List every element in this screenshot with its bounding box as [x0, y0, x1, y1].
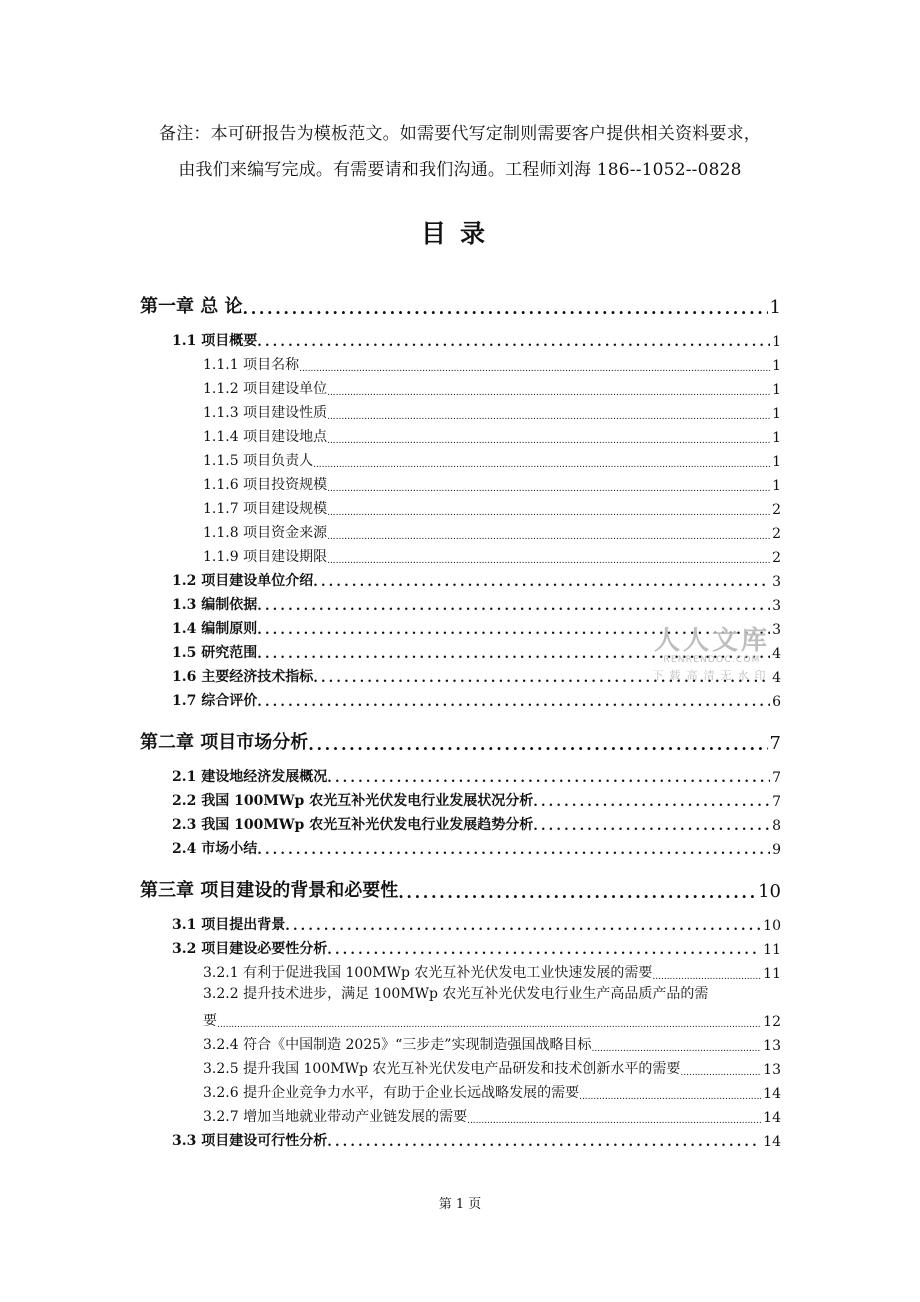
toc-subsection[interactable]: [140, 1102, 781, 1126]
toc-entry-text: 1.1.6 项目投资规模: [203, 477, 328, 493]
toc-subsection[interactable]: [140, 1030, 781, 1054]
toc-subsection[interactable]: [140, 422, 781, 446]
toc-leader-dots: [680, 1068, 761, 1078]
toc-leader-dots: [313, 460, 770, 470]
toc-page-number: 1: [772, 406, 781, 422]
toc-page-number: 10: [763, 918, 781, 934]
toc-page-number: 10: [758, 881, 781, 902]
toc-page-number: 12: [763, 1014, 781, 1030]
toc-entry-text: 1.2 项目建设单位介绍: [172, 573, 314, 589]
toc-section[interactable]: [140, 762, 781, 786]
toc-page-number: 13: [763, 1038, 781, 1054]
toc-entry-text: 第一章 总 论: [140, 296, 243, 317]
toc-leader-dots: [327, 532, 770, 542]
watermark-slogan: 下载高清无水印: [652, 669, 772, 682]
toc-subsection[interactable]: [140, 1054, 781, 1078]
toc-section[interactable]: [140, 590, 781, 614]
toc-entry-text: 1.3 编制依据: [172, 597, 258, 613]
toc-page-number: 4: [772, 670, 781, 686]
toc-section[interactable]: [140, 566, 781, 590]
toc-page-number: 13: [763, 1062, 781, 1078]
toc-entry-text: 1.6 主要经济技术指标: [172, 669, 314, 685]
toc-leader-dots: [533, 819, 770, 834]
toc-entry-text: 1.1 项目概要: [172, 333, 258, 349]
toc-leader-dots: [327, 388, 770, 398]
toc-entry-text: 3.2.2 提升技术进步，满足 100MWp 农光互补光伏发电行业生产高品质产品的需: [203, 986, 709, 1002]
toc-page-number: 1: [772, 454, 781, 470]
toc-subsection[interactable]: [140, 958, 781, 982]
toc-leader-dots: [257, 335, 770, 350]
toc-entry-text: 1.1.7 项目建设规模: [203, 501, 328, 517]
toc-section[interactable]: [140, 934, 781, 958]
toc-leader-dots: [299, 364, 770, 374]
toc-page-number: 2: [772, 526, 781, 542]
toc-leader-dots: [313, 671, 770, 686]
toc-leader-dots: [243, 299, 768, 318]
toc-leader-dots: [285, 919, 761, 934]
toc-section[interactable]: [140, 614, 781, 638]
toc-leader-dots: [327, 412, 770, 422]
toc-subsection[interactable]: [140, 518, 781, 542]
toc-subsection[interactable]: [140, 470, 781, 494]
toc-entry[interactable]: [140, 982, 781, 1030]
toc-entry-text: 第二章 项目市场分析: [140, 732, 309, 753]
toc-subsection[interactable]: [140, 1078, 781, 1102]
toc-section[interactable]: [140, 686, 781, 710]
toc-entry-text: 1.1.8 项目资金来源: [203, 525, 328, 541]
page-title: 目录: [420, 219, 499, 248]
toc-entry-text: 1.1.5 项目负责人: [203, 453, 314, 469]
toc-entry-text: 3.1 项目提出背景: [172, 917, 286, 933]
toc-chapter[interactable]: [140, 868, 781, 902]
toc-chapter[interactable]: [140, 284, 781, 318]
toc-section[interactable]: [140, 810, 781, 834]
toc-entry-text: 2.4 市场小结: [172, 841, 258, 857]
toc-entry-text: 3.2.4 符合《中国制造 2025》“三步走”实现制造强国战略目标: [203, 1037, 592, 1053]
toc-entry-text: 1.1.3 项目建设性质: [203, 405, 328, 421]
toc-page-number: 1: [769, 297, 781, 318]
table-of-contents: [140, 284, 781, 1150]
toc-page-number: 2: [772, 502, 781, 518]
toc-leader-dots: [257, 599, 770, 614]
toc-page-number: 7: [772, 770, 781, 786]
toc-subsection[interactable]: [140, 398, 781, 422]
toc-page-number: 4: [772, 646, 781, 662]
toc-entry-text: 2.1 建设地经济发展概况: [172, 769, 328, 785]
toc-leader-dots: [327, 436, 770, 446]
toc-subsection[interactable]: [140, 494, 781, 518]
toc-page-number: 1: [772, 382, 781, 398]
toc-page-number: 14: [763, 1110, 781, 1126]
toc-entry-text: 2.3 我国 100MWp 农光互补光伏发电行业发展趋势分析: [172, 817, 534, 833]
toc-leader-dots: [308, 735, 767, 754]
toc-leader-dots: [257, 695, 770, 710]
toc-page-number: 3: [772, 598, 781, 614]
toc-entry-text: 1.1.1 项目名称: [203, 357, 300, 373]
toc-page-number: 2: [772, 550, 781, 566]
toc-section[interactable]: [140, 638, 781, 662]
toc-page-number: 9: [772, 842, 781, 858]
toc-section[interactable]: [140, 834, 781, 858]
toc-page-number: 11: [763, 942, 781, 958]
toc-page-number: 1: [772, 358, 781, 374]
toc-page-number: 3: [772, 574, 781, 590]
toc-entry-text: 1.5 研究范围: [172, 645, 258, 661]
toc-leader-dots: [257, 647, 770, 662]
toc-entry-text: 1.7 综合评价: [172, 693, 258, 709]
toc-entry-text: 1.1.4 项目建设地点: [203, 429, 328, 445]
toc-page-number: 7: [772, 794, 781, 810]
toc-leader-dots: [313, 575, 770, 590]
toc-leader-dots: [257, 623, 770, 638]
toc-leader-dots: [652, 972, 761, 982]
toc-leader-dots: [591, 1044, 761, 1054]
watermark-brand: 人人文库: [653, 626, 770, 656]
toc-page-number: 6: [772, 694, 781, 710]
toc-entry-text: 第三章 项目建设的背景和必要性: [140, 880, 399, 901]
toc-entry-text: 3.2 项目建设必要性分析: [172, 941, 328, 957]
toc-section[interactable]: [140, 786, 781, 810]
toc-subsection[interactable]: [140, 446, 781, 470]
toc-leader-dots: [257, 843, 770, 858]
toc-leader-dots: [533, 795, 770, 810]
toc-entry-text: 3.2.6 提升企业竞争力水平，有助于企业长远战略发展的需要: [203, 1085, 580, 1101]
note-line-1: 备注：本可研报告为模板范文。如需要代写定制则需要客户提供相关资料要求，: [159, 124, 761, 144]
toc-entry-text: 1.1.2 项目建设单位: [203, 381, 328, 397]
toc-leader-dots: [327, 556, 770, 566]
toc-subsection[interactable]: [140, 350, 781, 374]
toc-leader-dots: [327, 484, 770, 494]
toc-leader-dots: [217, 1020, 761, 1030]
note-line-2: 由我们来编写完成。有需要请和我们沟通。工程师刘海 186--1052--0828: [178, 160, 742, 180]
toc-entry-text: 3.3 项目建设可行性分析: [172, 1133, 328, 1149]
toc-entry-text: 3.2.7 增加当地就业带动产业链发展的需要: [203, 1109, 468, 1125]
toc-page-number: 8: [772, 818, 781, 834]
toc-entry-text: 2.2 我国 100MWp 农光互补光伏发电行业发展状况分析: [172, 793, 534, 809]
toc-subsection[interactable]: [140, 542, 781, 566]
toc-section[interactable]: [140, 1126, 781, 1150]
toc-entry-text: 3.2.1 有利于促进我国 100MWp 农光互补光伏发电工业快速发展的需要: [203, 965, 653, 981]
toc-page-number: 1: [772, 478, 781, 494]
page-number: 第 1 页: [438, 1197, 482, 1212]
toc-page-number: 14: [763, 1134, 781, 1150]
toc-leader-dots: [327, 1135, 761, 1150]
toc-leader-dots: [327, 771, 770, 786]
toc-section[interactable]: [140, 326, 781, 350]
toc-page-number: 7: [769, 733, 781, 754]
toc-leader-dots: [398, 883, 756, 902]
toc-subsection[interactable]: [140, 374, 781, 398]
toc-leader-dots: [467, 1116, 761, 1126]
toc-page-number: 14: [763, 1086, 781, 1102]
watermark-domain: RENRENDOC.COM: [663, 655, 761, 665]
toc-page-number: 3: [772, 622, 781, 638]
toc-page-number: 11: [763, 966, 781, 982]
toc-entry-text-cont: 要: [203, 1013, 217, 1029]
toc-entry-text: 3.2.5 提升我国 100MWp 农光互补光伏发电产品研发和技术创新水平的需要: [203, 1061, 681, 1077]
toc-leader-dots: [579, 1092, 761, 1102]
toc-page-number: 1: [772, 430, 781, 446]
toc-entry-text: 1.1.9 项目建设期限: [203, 549, 328, 565]
toc-section[interactable]: [140, 910, 781, 934]
toc-entry-text: 1.4 编制原则: [172, 621, 258, 637]
toc-leader-dots: [327, 943, 761, 958]
toc-page-number: 1: [772, 334, 781, 350]
toc-chapter[interactable]: [140, 720, 781, 754]
toc-leader-dots: [327, 508, 770, 518]
toc-section[interactable]: [140, 662, 781, 686]
